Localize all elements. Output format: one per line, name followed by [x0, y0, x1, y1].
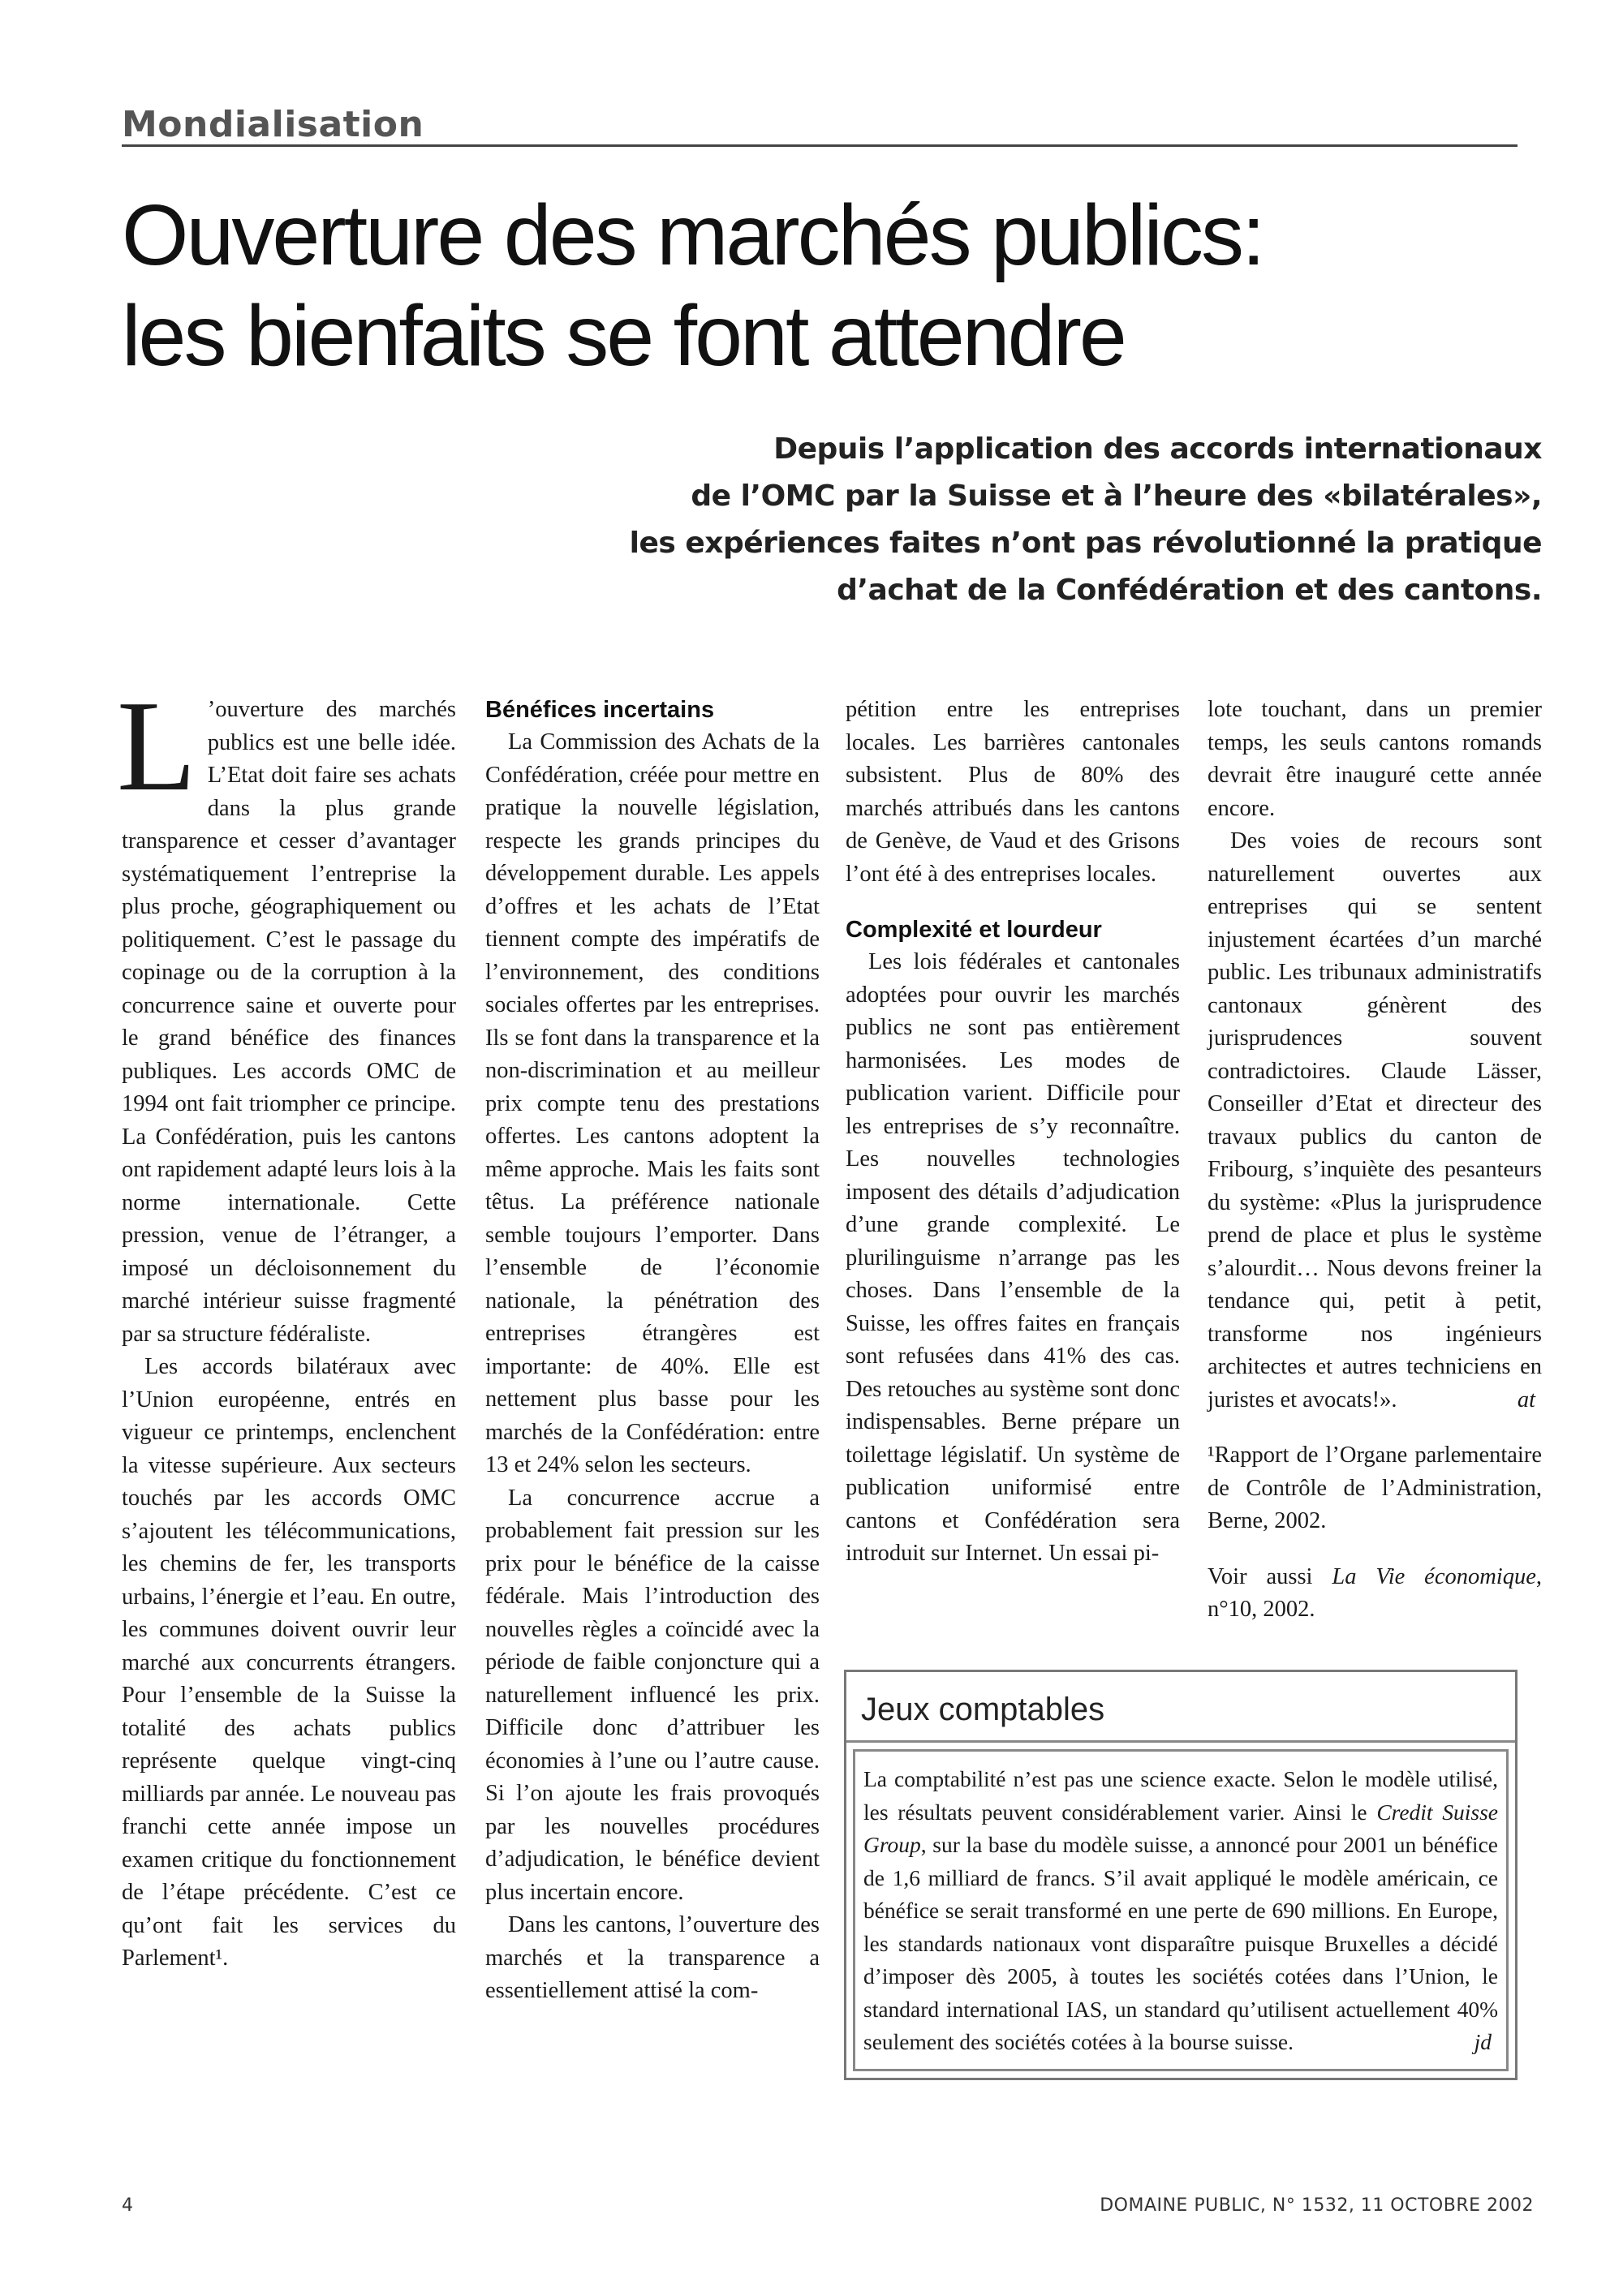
sidebar-title: Jeux comptables [846, 1672, 1515, 1743]
subheading-complexite: Complexité et lourdeur [846, 917, 1102, 943]
page-number: 4 [122, 2195, 133, 2216]
paragraph: La Commission des Achats de la Confédération, créée pour mettre en pratique la nouvelle législation, respecte les grands principes du développement durable. Les appels d’offres et les achats de l’Etat tiennent compte des impératifs de l’environnement, des conditions sociales offertes par les entreprises. Ils se font dans la transparence et la non-discrimination et au meilleur prix compte tenu des prestations offertes. Les cantons adoptent la même approche. Mais les faits sont têtus. La préférence nationale semble toujours l’emporter. Dans l’ensemble de l’économie nationale, la pénétration des entreprises étrangères est importante: de 40%. Elle est nettement plus basse pour les marchés de la Confédération: entre 13 et 24% selon les secteurs. [485, 729, 820, 1477]
paragraph: Des voies de recours sont naturellement ouvertes aux entreprises qui se sentent injustement écartées d’un marché public. Les tribunaux administratifs cantonaux génèrent des jurisprudences souvent contradictoires. Claude Lässer, Conseiller d’Etat et directeur des travaux publics du canton de Fribourg, s’inquiète des pesanteurs du système: «Plus la jurisprudence prend de place et plus le système s’alourdit… Nous devons freiner la tendance qui, petit à petit, transforme nos ingénieurs architectes et autres techniciens en juristes et avocats!». at [1208, 825, 1542, 1417]
paragraph-continued: lote touchant, dans un premier temps, les seuls cantons romands devrait être inauguré cette année encore. [1208, 697, 1542, 821]
article-column-3 [846, 694, 1180, 1571]
paragraph: Les accords bilatéraux avec l’Union européenne, entrés en vigueur ce printemps, enclenchent la vitesse supérieure. Aux secteurs touchés par les accords OMC s’ajoutent les télécommunications, les chemins de fer, les transports urbains, l’énergie et l’eau. En outre, les communes doivent ouvrir leur marché aux concurrents étrangers. Pour l’ensemble de la Suisse la totalité des achats publics représente quelque vingt-cinq milliards par année. Le nouveau pas franchi cette année impose un examen critique du fonctionnement de l’étape précédente. C’est ce qu’ont fait les services du Parlement¹. [122, 1354, 456, 1971]
article-lede [454, 426, 1542, 614]
publication-footer: DOMAINE PUBLIC, N° 1532, 11 OCTOBRE 2002 [1100, 2195, 1534, 2216]
article-column-1 [117, 673, 456, 1976]
sidebar-text: La comptabilité n’est pas une science exacte. Selon le modèle utilisé, les résultats peuvent considérablement varier. Ainsi le Credit Suisse Group, sur la base du modèle suisse, a annoncé pour 2001 un bénéfice de 1,6 milliard de francs. S’il avait appliqué le modèle américain, ce bénéfice se serait transformé en une perte de 690 millions. En Europe, les standards nationaux vont disparaître puisque Bruxelles a décidé d’imposer dès 2005, à toutes les sociétés cotées dans l’Union, le standard international IAS, un standard qu’utilisent actuellement 40% seulement des sociétés cotées à la bourse suisse. jd [853, 1749, 1509, 2071]
lede-line-2: de l’OMC par la Suisse et à l’heure des «bilatérales», [691, 479, 1542, 513]
title-line-1: Ouverture des marchés publics: [122, 187, 1264, 283]
sidebar-box [844, 1670, 1518, 2080]
article-column-2 [485, 694, 820, 2008]
lede-line-4: d’achat de la Confédération et des cantons. [837, 574, 1542, 607]
see-also-note: Voir aussi La Vie économique, n°10, 2002. [1208, 1563, 1542, 1622]
see-also-publication: La Vie économique [1332, 1563, 1536, 1589]
subheading-benefices: Bénéfices incertains [485, 697, 715, 723]
paragraph: La concurrence accrue a probablement fait pression sur les prix pour le bénéfice de la caisse fédérale. Mais l’introduction des nouvelles règles a coïncidé avec la période de faible conjoncture qui a naturellement influencé les prix. Difficile donc d’attribuer les économies à l’une ou l’autre cause. Si l’on ajoute les frais provoqués par les nouvelles procédures d’adjudication, le bénéfice devient plus incertain encore. [485, 1485, 820, 1905]
author-signature: at [1517, 1387, 1535, 1412]
sidebar-italic-company: Credit Suisse Group [863, 1799, 1498, 1857]
sidebar-signature: jd [1474, 2029, 1492, 2054]
paragraph-continued: pétition entre les entreprises locales. Les barrières cantonales subsistent. Plus de 80% des marchés attribués dans les cantons de Genève, de Vaud et des Grisons l’ont été à des entreprises locales. [846, 697, 1180, 887]
lede-line-1: Depuis l’application des accords internationaux [773, 432, 1542, 466]
footnote: ¹Rapport de l’Organe parlementaire de Contrôle de l’Administration, Berne, 2002. [1208, 1443, 1542, 1533]
article-title [122, 185, 1542, 386]
drop-cap: L [117, 673, 196, 818]
article-column-4 [1208, 694, 1542, 1627]
title-line-2: les bienfaits se font attendre [122, 288, 1125, 384]
paragraph: Les lois fédérales et cantonales adoptées pour ouvrir les marchés publics ne sont pas entièrement harmonisées. Les modes de publication varient. Difficile pour les entreprises de s’y reconnaître. Les nouvelles technologies imposent des détails d’adjudication d’une grande complexité. Le plurilinguisme n’arrange pas les choses. Dans l’ensemble de la Suisse, les offres faites en français sont refusées dans 41% des cas. Des retouches au système sont donc indispensables. Berne prépare un toilettage législatif. Un système de publication uniformisé entre cantons et Confédération sera introduit sur Internet. Un essai pi- [846, 949, 1180, 1566]
paragraph: Dans les cantons, l’ouverture des marchés et la transparence a essentiellement attisé la com- [485, 1912, 820, 2003]
paragraph-intro: L ’ouverture des marchés publics est une belle idée. L’Etat doit faire ses achats dans la plus grande transparence et cesser d’avantager systématiquement l’entreprise la plus proche, géographiquement ou politiquement. C’est le passage du copinage ou de la corruption à la concurrence saine et ouverte pour le grand bénéfice des finances publiques. Les accords OMC de 1994 ont fait triompher ce principe. La Confédération, puis les cantons ont rapidement adapté leurs lois à la norme internationale. Cette pression, venue de l’étranger, a imposé un décloisonnement du marché intérieur suisse fragmenté par sa structure fédéraliste. [117, 673, 456, 1347]
lede-line-3: les expériences faites n’ont pas révolutionné la pratique [629, 527, 1542, 560]
section-kicker: Mondialisation [122, 104, 1518, 147]
